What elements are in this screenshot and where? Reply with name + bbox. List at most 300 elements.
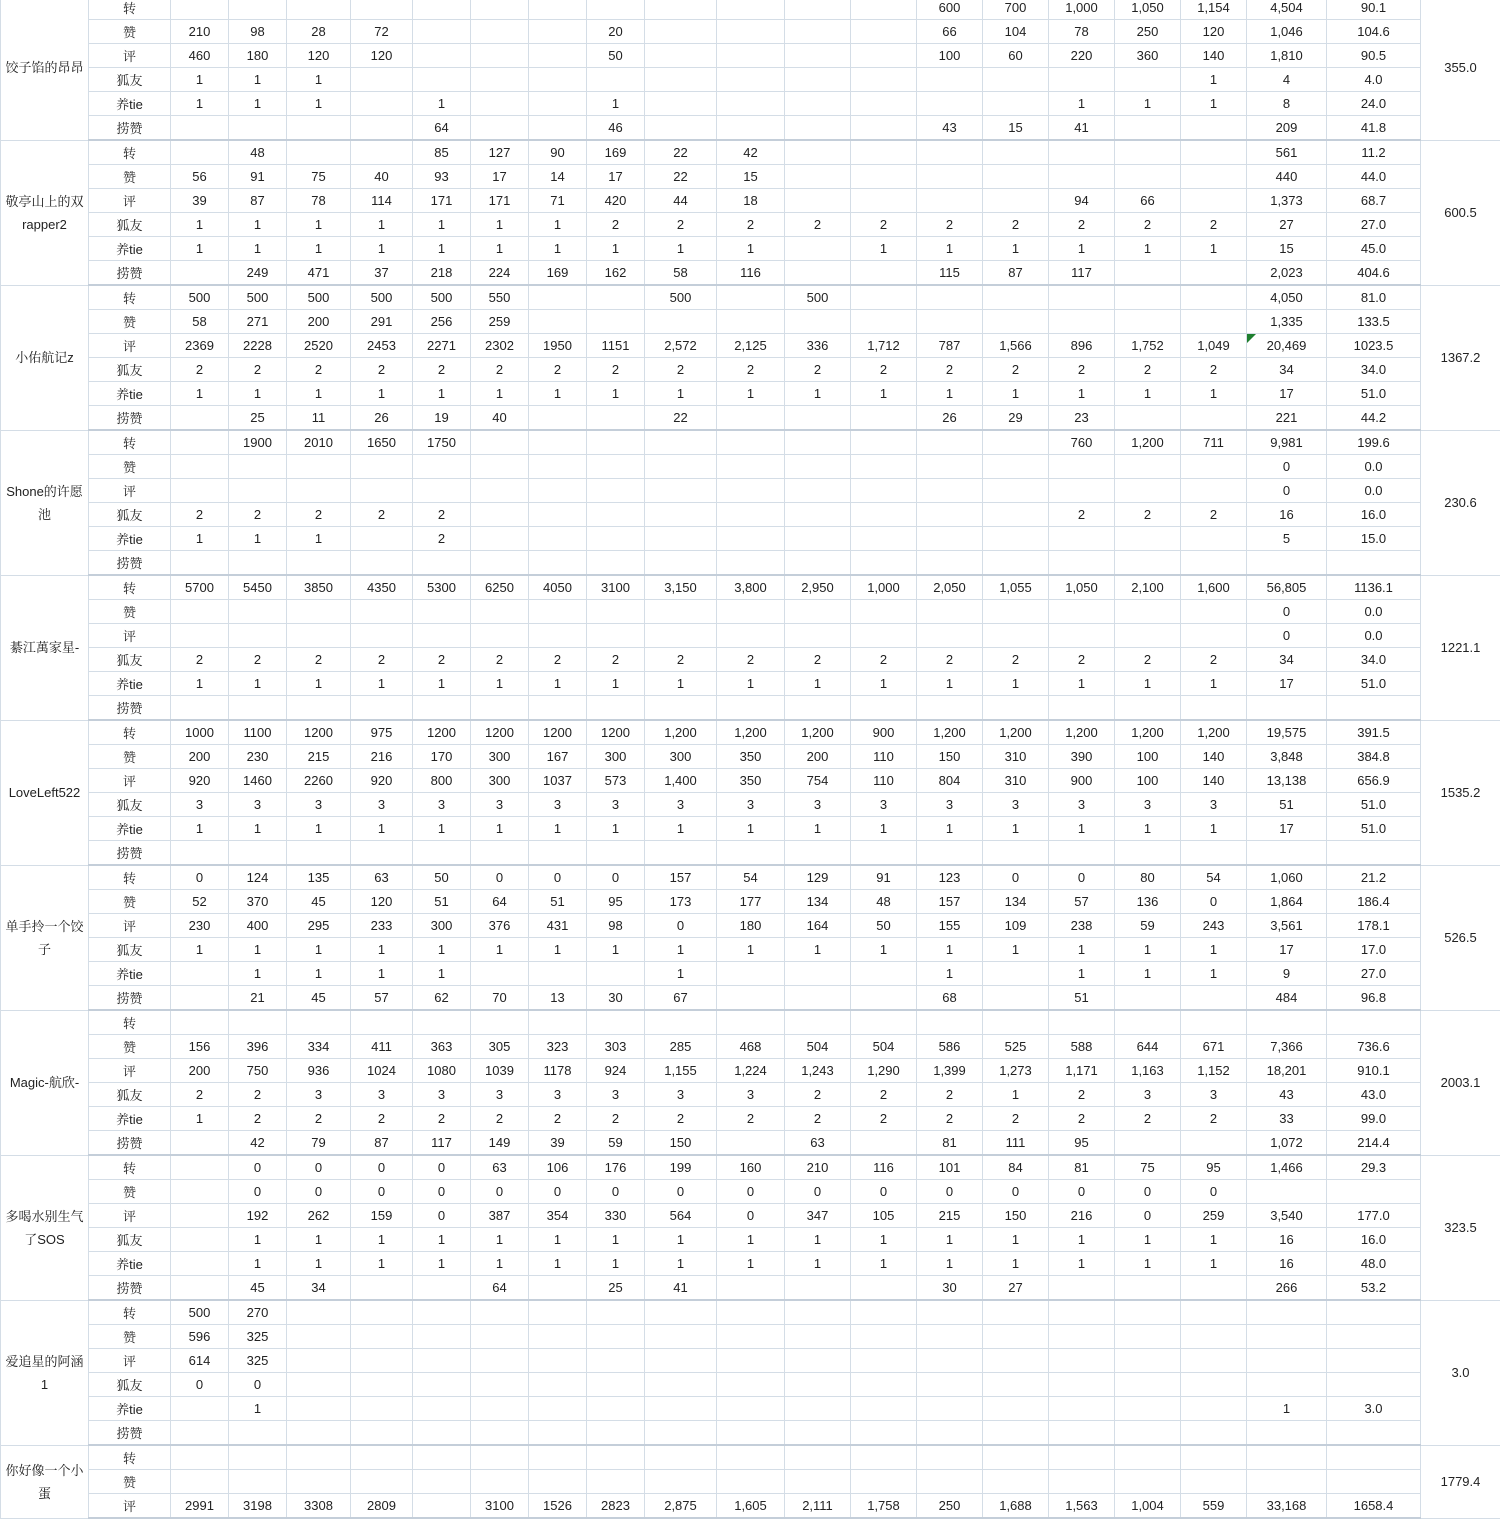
data-cell[interactable]: 40 [471, 406, 529, 431]
data-cell[interactable] [351, 1276, 413, 1301]
score-cell[interactable]: 214.4 [1327, 1131, 1421, 1156]
data-cell[interactable]: 2,572 [645, 334, 717, 358]
data-cell[interactable] [171, 1252, 229, 1276]
data-cell[interactable] [717, 479, 785, 503]
data-cell[interactable]: 59 [1115, 914, 1181, 938]
data-cell[interactable] [645, 44, 717, 68]
data-cell[interactable]: 500 [785, 285, 851, 310]
data-cell[interactable]: 271 [229, 310, 287, 334]
data-cell[interactable] [1115, 261, 1181, 286]
data-cell[interactable]: 1 [171, 672, 229, 696]
data-cell[interactable] [471, 1421, 529, 1446]
data-cell[interactable] [983, 285, 1049, 310]
sum-cell[interactable]: 9 [1247, 962, 1327, 986]
data-cell[interactable] [471, 624, 529, 648]
data-cell[interactable] [917, 1300, 983, 1325]
data-cell[interactable] [917, 165, 983, 189]
sum-cell[interactable]: 18,201 [1247, 1059, 1327, 1083]
data-cell[interactable]: 150 [645, 1131, 717, 1156]
data-cell[interactable] [1115, 406, 1181, 431]
data-cell[interactable] [717, 1276, 785, 1301]
data-cell[interactable]: 120 [287, 44, 351, 68]
data-cell[interactable]: 64 [471, 1276, 529, 1301]
data-cell[interactable]: 1,566 [983, 334, 1049, 358]
data-cell[interactable] [645, 527, 717, 551]
data-cell[interactable] [587, 1421, 645, 1446]
data-cell[interactable]: 3,150 [645, 575, 717, 600]
score-cell[interactable]: 391.5 [1327, 720, 1421, 745]
data-cell[interactable] [785, 237, 851, 261]
data-cell[interactable] [1181, 261, 1247, 286]
sum-cell[interactable] [1247, 1373, 1327, 1397]
data-cell[interactable]: 2369 [171, 334, 229, 358]
score-cell[interactable]: 48.0 [1327, 1252, 1421, 1276]
data-cell[interactable] [1181, 140, 1247, 165]
data-cell[interactable]: 2 [287, 1107, 351, 1131]
score-cell[interactable]: 736.6 [1327, 1035, 1421, 1059]
data-cell[interactable]: 2 [851, 1083, 917, 1107]
data-cell[interactable]: 17 [471, 165, 529, 189]
data-cell[interactable] [717, 1373, 785, 1397]
data-cell[interactable] [351, 479, 413, 503]
data-cell[interactable] [587, 696, 645, 721]
data-cell[interactable]: 101 [917, 1155, 983, 1180]
metric-label-cell[interactable]: 赞 [89, 455, 171, 479]
data-cell[interactable] [717, 696, 785, 721]
data-cell[interactable]: 600 [917, 0, 983, 20]
data-cell[interactable] [917, 624, 983, 648]
data-cell[interactable] [917, 1421, 983, 1446]
data-cell[interactable]: 1 [983, 1252, 1049, 1276]
data-cell[interactable] [587, 503, 645, 527]
data-cell[interactable]: 2 [917, 1083, 983, 1107]
metric-label-cell[interactable]: 评 [89, 1494, 171, 1519]
data-cell[interactable]: 1 [983, 817, 1049, 841]
data-cell[interactable]: 0 [917, 1180, 983, 1204]
data-cell[interactable]: 2 [717, 358, 785, 382]
group-total-cell[interactable]: 3.0 [1421, 1300, 1500, 1445]
data-cell[interactable] [645, 1373, 717, 1397]
sum-cell[interactable]: 266 [1247, 1276, 1327, 1301]
data-cell[interactable]: 1,155 [645, 1059, 717, 1083]
data-cell[interactable]: 259 [1181, 1204, 1247, 1228]
data-cell[interactable]: 2 [917, 648, 983, 672]
data-cell[interactable]: 1,273 [983, 1059, 1049, 1083]
data-cell[interactable]: 19 [413, 406, 471, 431]
data-cell[interactable] [529, 841, 587, 866]
data-cell[interactable] [917, 1373, 983, 1397]
data-cell[interactable] [1115, 600, 1181, 624]
data-cell[interactable] [529, 1276, 587, 1301]
data-cell[interactable]: 1 [717, 237, 785, 261]
data-cell[interactable]: 2 [171, 503, 229, 527]
data-cell[interactable]: 900 [851, 720, 917, 745]
data-cell[interactable]: 1 [529, 382, 587, 406]
account-name-cell[interactable]: Magic-航欣- [1, 1010, 89, 1155]
data-cell[interactable] [171, 1276, 229, 1301]
data-cell[interactable] [983, 92, 1049, 116]
data-cell[interactable]: 1 [1049, 92, 1115, 116]
data-cell[interactable] [471, 1445, 529, 1470]
data-cell[interactable]: 87 [983, 261, 1049, 286]
data-cell[interactable] [1049, 600, 1115, 624]
data-cell[interactable]: 3 [917, 793, 983, 817]
data-cell[interactable] [287, 1010, 351, 1035]
data-cell[interactable]: 256 [413, 310, 471, 334]
data-cell[interactable]: 134 [983, 890, 1049, 914]
score-cell[interactable]: 0.0 [1327, 600, 1421, 624]
data-cell[interactable]: 0 [1115, 1180, 1181, 1204]
data-cell[interactable]: 2 [1049, 1107, 1115, 1131]
data-cell[interactable]: 58 [171, 310, 229, 334]
data-cell[interactable]: 1 [983, 672, 1049, 696]
data-cell[interactable] [529, 479, 587, 503]
data-cell[interactable]: 2 [413, 358, 471, 382]
data-cell[interactable] [983, 841, 1049, 866]
data-cell[interactable]: 3 [529, 793, 587, 817]
metric-label-cell[interactable]: 养tie [89, 1107, 171, 1131]
data-cell[interactable]: 40 [351, 165, 413, 189]
data-cell[interactable]: 78 [287, 189, 351, 213]
data-cell[interactable] [1181, 696, 1247, 721]
data-cell[interactable] [1049, 1300, 1115, 1325]
data-cell[interactable] [351, 116, 413, 141]
data-cell[interactable]: 250 [917, 1494, 983, 1519]
data-cell[interactable] [717, 406, 785, 431]
data-cell[interactable]: 57 [1049, 890, 1115, 914]
metric-label-cell[interactable]: 养tie [89, 817, 171, 841]
data-cell[interactable] [471, 0, 529, 20]
data-cell[interactable]: 1 [229, 382, 287, 406]
data-cell[interactable] [171, 1397, 229, 1421]
data-cell[interactable]: 1 [529, 1252, 587, 1276]
data-cell[interactable] [471, 841, 529, 866]
metric-label-cell[interactable]: 评 [89, 479, 171, 503]
data-cell[interactable] [587, 68, 645, 92]
data-cell[interactable]: 1 [229, 817, 287, 841]
data-cell[interactable]: 1 [471, 213, 529, 237]
data-cell[interactable]: 1 [851, 382, 917, 406]
data-cell[interactable]: 2 [645, 358, 717, 382]
data-cell[interactable]: 2 [645, 648, 717, 672]
data-cell[interactable]: 1 [351, 672, 413, 696]
data-cell[interactable]: 2 [529, 358, 587, 382]
data-cell[interactable] [471, 68, 529, 92]
data-cell[interactable] [1181, 624, 1247, 648]
data-cell[interactable] [917, 189, 983, 213]
data-cell[interactable] [587, 1373, 645, 1397]
data-cell[interactable]: 43 [917, 116, 983, 141]
data-cell[interactable]: 1 [413, 672, 471, 696]
data-cell[interactable] [717, 986, 785, 1011]
data-cell[interactable]: 200 [785, 745, 851, 769]
data-cell[interactable]: 1 [717, 1252, 785, 1276]
data-cell[interactable]: 1 [229, 938, 287, 962]
data-cell[interactable] [1049, 310, 1115, 334]
score-cell[interactable]: 27.0 [1327, 213, 1421, 237]
sum-cell[interactable]: 0 [1247, 455, 1327, 479]
data-cell[interactable]: 1 [717, 938, 785, 962]
data-cell[interactable] [171, 1180, 229, 1204]
data-cell[interactable]: 1 [1181, 817, 1247, 841]
data-cell[interactable]: 30 [587, 986, 645, 1011]
data-cell[interactable] [917, 1010, 983, 1035]
data-cell[interactable] [717, 285, 785, 310]
data-cell[interactable] [471, 551, 529, 576]
data-cell[interactable]: 1 [351, 382, 413, 406]
sum-cell[interactable]: 7,366 [1247, 1035, 1327, 1059]
data-cell[interactable]: 500 [171, 1300, 229, 1325]
data-cell[interactable] [917, 68, 983, 92]
data-cell[interactable]: 22 [645, 165, 717, 189]
data-cell[interactable]: 72 [351, 20, 413, 44]
data-cell[interactable]: 0 [287, 1180, 351, 1204]
data-cell[interactable] [645, 0, 717, 20]
data-cell[interactable] [171, 600, 229, 624]
sum-cell[interactable]: 0 [1247, 600, 1327, 624]
score-cell[interactable]: 90.5 [1327, 44, 1421, 68]
data-cell[interactable] [471, 600, 529, 624]
metric-label-cell[interactable]: 狐友 [89, 68, 171, 92]
data-cell[interactable]: 1 [587, 817, 645, 841]
data-cell[interactable]: 23 [1049, 406, 1115, 431]
data-cell[interactable] [785, 1421, 851, 1446]
data-cell[interactable]: 1 [645, 237, 717, 261]
data-cell[interactable] [983, 503, 1049, 527]
data-cell[interactable] [171, 406, 229, 431]
data-cell[interactable]: 1 [413, 1228, 471, 1252]
data-cell[interactable] [785, 116, 851, 141]
sum-cell[interactable]: 1,466 [1247, 1155, 1327, 1180]
data-cell[interactable]: 2 [229, 1107, 287, 1131]
data-cell[interactable]: 0 [413, 1155, 471, 1180]
data-cell[interactable]: 14 [529, 165, 587, 189]
data-cell[interactable]: 300 [413, 914, 471, 938]
sum-cell[interactable]: 17 [1247, 672, 1327, 696]
data-cell[interactable]: 1 [171, 382, 229, 406]
data-cell[interactable] [351, 1325, 413, 1349]
data-cell[interactable]: 411 [351, 1035, 413, 1059]
data-cell[interactable] [1049, 1276, 1115, 1301]
data-cell[interactable]: 760 [1049, 430, 1115, 455]
data-cell[interactable] [983, 430, 1049, 455]
metric-label-cell[interactable]: 赞 [89, 1180, 171, 1204]
data-cell[interactable]: 162 [587, 261, 645, 286]
data-cell[interactable]: 1 [1181, 938, 1247, 962]
data-cell[interactable]: 390 [1049, 745, 1115, 769]
sum-cell[interactable]: 9,981 [1247, 430, 1327, 455]
data-cell[interactable]: 1 [171, 92, 229, 116]
data-cell[interactable]: 0 [229, 1373, 287, 1397]
data-cell[interactable] [785, 986, 851, 1011]
data-cell[interactable]: 2 [413, 648, 471, 672]
data-cell[interactable]: 0 [229, 1155, 287, 1180]
data-cell[interactable] [645, 1349, 717, 1373]
data-cell[interactable] [851, 1276, 917, 1301]
data-cell[interactable]: 51 [1049, 986, 1115, 1011]
data-cell[interactable]: 0 [851, 1180, 917, 1204]
sum-cell[interactable]: 34 [1247, 648, 1327, 672]
data-cell[interactable]: 3 [471, 793, 529, 817]
data-cell[interactable] [1049, 1421, 1115, 1446]
data-cell[interactable]: 109 [983, 914, 1049, 938]
data-cell[interactable]: 87 [351, 1131, 413, 1156]
data-cell[interactable]: 1200 [413, 720, 471, 745]
data-cell[interactable]: 1 [471, 672, 529, 696]
data-cell[interactable]: 1 [529, 672, 587, 696]
data-cell[interactable]: 129 [785, 865, 851, 890]
metric-label-cell[interactable]: 转 [89, 720, 171, 745]
data-cell[interactable]: 0 [1049, 1180, 1115, 1204]
data-cell[interactable] [587, 624, 645, 648]
data-cell[interactable]: 468 [717, 1035, 785, 1059]
data-cell[interactable]: 1 [529, 817, 587, 841]
data-cell[interactable] [851, 1349, 917, 1373]
data-cell[interactable] [645, 92, 717, 116]
data-cell[interactable]: 1,200 [645, 720, 717, 745]
data-cell[interactable] [645, 1445, 717, 1470]
data-cell[interactable] [717, 430, 785, 455]
data-cell[interactable] [1049, 479, 1115, 503]
data-cell[interactable] [645, 116, 717, 141]
data-cell[interactable]: 15 [983, 116, 1049, 141]
data-cell[interactable]: 396 [229, 1035, 287, 1059]
data-cell[interactable] [471, 455, 529, 479]
data-cell[interactable]: 1 [1181, 962, 1247, 986]
data-cell[interactable] [1181, 116, 1247, 141]
data-cell[interactable]: 230 [171, 914, 229, 938]
data-cell[interactable]: 75 [1115, 1155, 1181, 1180]
data-cell[interactable] [851, 1300, 917, 1325]
metric-label-cell[interactable]: 评 [89, 914, 171, 938]
data-cell[interactable]: 1 [983, 1083, 1049, 1107]
data-cell[interactable]: 1178 [529, 1059, 587, 1083]
sum-cell[interactable]: 13,138 [1247, 769, 1327, 793]
data-cell[interactable]: 93 [413, 165, 471, 189]
data-cell[interactable] [229, 116, 287, 141]
sum-cell[interactable]: 221 [1247, 406, 1327, 431]
data-cell[interactable]: 0 [529, 865, 587, 890]
sum-cell[interactable] [1247, 1300, 1327, 1325]
data-cell[interactable]: 2453 [351, 334, 413, 358]
metric-label-cell[interactable]: 转 [89, 1300, 171, 1325]
data-cell[interactable] [1115, 1131, 1181, 1156]
metric-label-cell[interactable]: 狐友 [89, 938, 171, 962]
data-cell[interactable]: 303 [587, 1035, 645, 1059]
data-cell[interactable]: 750 [229, 1059, 287, 1083]
data-cell[interactable]: 2 [471, 648, 529, 672]
data-cell[interactable]: 400 [229, 914, 287, 938]
sum-cell[interactable]: 17 [1247, 817, 1327, 841]
data-cell[interactable]: 2 [287, 503, 351, 527]
metric-label-cell[interactable]: 捞赞 [89, 1131, 171, 1156]
metric-label-cell[interactable]: 评 [89, 334, 171, 358]
sum-cell[interactable]: 15 [1247, 237, 1327, 261]
data-cell[interactable]: 588 [1049, 1035, 1115, 1059]
data-cell[interactable] [529, 310, 587, 334]
data-cell[interactable]: 2 [587, 358, 645, 382]
data-cell[interactable]: 233 [351, 914, 413, 938]
data-cell[interactable]: 500 [413, 285, 471, 310]
data-cell[interactable]: 180 [229, 44, 287, 68]
data-cell[interactable] [785, 310, 851, 334]
data-cell[interactable]: 1 [413, 1252, 471, 1276]
data-cell[interactable] [587, 551, 645, 576]
data-cell[interactable]: 1 [413, 237, 471, 261]
data-cell[interactable]: 39 [529, 1131, 587, 1156]
data-cell[interactable] [1049, 1397, 1115, 1421]
data-cell[interactable]: 2 [587, 1107, 645, 1131]
data-cell[interactable]: 1037 [529, 769, 587, 793]
data-cell[interactable]: 3100 [587, 575, 645, 600]
data-cell[interactable] [171, 1204, 229, 1228]
data-cell[interactable]: 2 [1049, 1083, 1115, 1107]
data-cell[interactable] [1115, 1445, 1181, 1470]
data-cell[interactable]: 2 [171, 648, 229, 672]
data-cell[interactable]: 41 [1049, 116, 1115, 141]
data-cell[interactable]: 2010 [287, 430, 351, 455]
group-total-cell[interactable]: 355.0 [1421, 0, 1500, 140]
data-cell[interactable]: 3 [1181, 1083, 1247, 1107]
data-cell[interactable] [851, 310, 917, 334]
data-cell[interactable] [587, 1397, 645, 1421]
data-cell[interactable] [413, 696, 471, 721]
data-cell[interactable]: 2 [529, 648, 587, 672]
score-cell[interactable] [1327, 551, 1421, 576]
data-cell[interactable] [785, 165, 851, 189]
data-cell[interactable]: 300 [645, 745, 717, 769]
score-cell[interactable] [1327, 1349, 1421, 1373]
account-name-cell[interactable]: 爱追星的阿涵1 [1, 1300, 89, 1445]
data-cell[interactable]: 1 [351, 962, 413, 986]
data-cell[interactable] [851, 1373, 917, 1397]
data-cell[interactable] [529, 1445, 587, 1470]
data-cell[interactable]: 22 [645, 406, 717, 431]
data-cell[interactable] [471, 116, 529, 141]
score-cell[interactable]: 96.8 [1327, 986, 1421, 1011]
data-cell[interactable]: 1,200 [1115, 720, 1181, 745]
data-cell[interactable]: 111 [983, 1131, 1049, 1156]
data-cell[interactable]: 1 [351, 1252, 413, 1276]
data-cell[interactable]: 66 [917, 20, 983, 44]
data-cell[interactable]: 2 [983, 648, 1049, 672]
data-cell[interactable]: 387 [471, 1204, 529, 1228]
data-cell[interactable]: 2 [1049, 358, 1115, 382]
data-cell[interactable] [287, 696, 351, 721]
data-cell[interactable]: 63 [785, 1131, 851, 1156]
score-cell[interactable]: 384.8 [1327, 745, 1421, 769]
data-cell[interactable] [287, 1300, 351, 1325]
data-cell[interactable]: 1 [1181, 1228, 1247, 1252]
data-cell[interactable] [1181, 406, 1247, 431]
sum-cell[interactable]: 1,046 [1247, 20, 1327, 44]
data-cell[interactable] [351, 140, 413, 165]
data-cell[interactable]: 2 [529, 1107, 587, 1131]
data-cell[interactable]: 54 [1181, 865, 1247, 890]
data-cell[interactable]: 1 [1181, 92, 1247, 116]
sum-cell[interactable]: 440 [1247, 165, 1327, 189]
data-cell[interactable] [351, 1373, 413, 1397]
data-cell[interactable]: 0 [171, 865, 229, 890]
data-cell[interactable]: 1 [529, 237, 587, 261]
data-cell[interactable]: 2 [917, 358, 983, 382]
metric-label-cell[interactable]: 评 [89, 44, 171, 68]
data-cell[interactable]: 354 [529, 1204, 587, 1228]
data-cell[interactable]: 120 [351, 44, 413, 68]
data-cell[interactable]: 1,200 [1115, 430, 1181, 455]
data-cell[interactable]: 1 [171, 68, 229, 92]
data-cell[interactable]: 3 [785, 793, 851, 817]
